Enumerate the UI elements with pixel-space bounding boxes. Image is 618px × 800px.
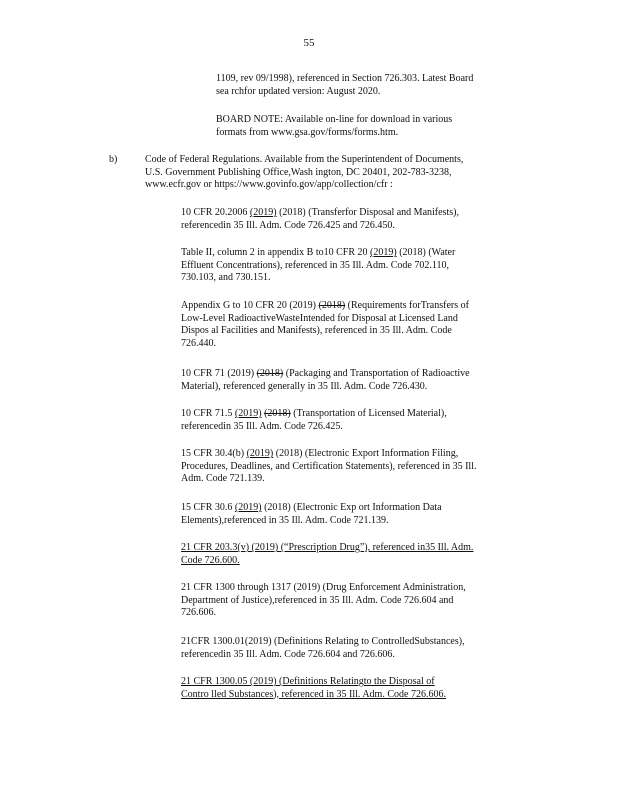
entry-text: (Packaging and Transportation of Radioactive bbox=[283, 368, 470, 379]
text-line: www.ecfr.gov or https://www.govinfo.gov/app/collection/cfr : bbox=[145, 179, 393, 191]
cfr-entry bbox=[181, 448, 538, 486]
inserted-text: (2019) bbox=[370, 247, 397, 258]
entry-text: (2018) (Electronic Exp ort Information Data bbox=[261, 502, 442, 513]
text-line: Procedures, Deadlines, and Certification Statements), referenced in 35 Ill. bbox=[181, 460, 477, 472]
list-marker: b) bbox=[109, 154, 118, 165]
entry-text: (2018) (Transferfor Disposal and Manifests), bbox=[276, 207, 459, 218]
inserted-text: (2019) bbox=[234, 502, 262, 513]
inserted-text: (2019) bbox=[249, 207, 277, 218]
text-line: Contro lled Substances), referenced in 35 Ill. Adm. Code 726.606. bbox=[181, 688, 446, 700]
entry-text: Table II, column 2 in appendix B to10 CFR 20 bbox=[181, 247, 371, 258]
cfr-entry bbox=[181, 542, 538, 567]
text-line: sea rchfor updated version: August 2020. bbox=[216, 85, 381, 97]
deleted-text: (2018) bbox=[318, 300, 346, 311]
text-line: Effluent Concentrations), referenced in 35 Ill. Adm. Code 702.110, bbox=[181, 259, 449, 271]
text-line: 21 CFR 1300.05 (2019) (Definitions Relatingto the Disposal of bbox=[181, 676, 435, 687]
continuation-paragraph bbox=[216, 73, 519, 98]
cfr-entry bbox=[181, 368, 517, 393]
text-line: Adm. Code 721.139. bbox=[181, 473, 265, 485]
text-line: referencedin 35 Ill. Adm. Code 726.604 and 726.606. bbox=[181, 648, 395, 660]
inserted-text: (2019) bbox=[234, 408, 262, 419]
cfr-entry bbox=[181, 207, 505, 232]
inserted-text: (2019) bbox=[246, 448, 274, 459]
cfr-entry bbox=[181, 502, 490, 527]
entry-text: (2018) (Electronic Export Information Filing, bbox=[273, 448, 459, 459]
cfr-entry bbox=[181, 300, 525, 350]
entry-text: (Transportation of Licensed Material), bbox=[290, 408, 447, 419]
cfr-entry bbox=[181, 582, 513, 620]
deleted-text: (2018) bbox=[256, 368, 284, 379]
text-line: referencedin 35 Ill. Adm. Code 726.425. bbox=[181, 420, 343, 432]
entry-text: 10 CFR 71 (2019) bbox=[181, 368, 257, 379]
text-line: Low-Level RadioactiveWasteIntended for Disposal at Licensed Land bbox=[181, 312, 458, 324]
cfr-entry bbox=[181, 676, 501, 701]
text-line: Code of Federal Regulations. Available from the Superintendent of Documents, bbox=[145, 154, 464, 165]
entry-text: Appendix G to 10 CFR 20 (2019) bbox=[181, 300, 319, 311]
text-line: U.S. Government Publishing Office,Wash ington, DC 20401, 202-783-3238, bbox=[145, 166, 452, 178]
text-line: Dispos al Facilities and Manifests), referenced in 35 Ill. Adm. Code bbox=[181, 325, 452, 337]
entry-text: (Requirements forTransfers of bbox=[345, 300, 469, 311]
text-line: 1109, rev 09/1998), referenced in Section 726.303. Latest Board bbox=[216, 73, 474, 84]
cfr-entry bbox=[181, 408, 491, 433]
text-line: Elements),referenced in 35 Ill. Adm. Code 721.139. bbox=[181, 514, 389, 526]
deleted-text: (2018) bbox=[264, 408, 291, 419]
board-note bbox=[216, 114, 502, 139]
entry-text: 10 CFR 71.5 bbox=[181, 408, 235, 419]
text-line: 726.440. bbox=[181, 337, 216, 349]
text-line: formats from www.gsa.gov/forms/forms.htm. bbox=[216, 126, 399, 138]
text-line: 21 CFR 203.3(v) (2019) (“Prescription Drug”), referenced in35 Ill. Adm. bbox=[181, 542, 474, 553]
text-line: 726.606. bbox=[181, 607, 216, 619]
text-line: 730.103, and 730.151. bbox=[181, 272, 271, 284]
text-line: Department of Justice),referenced in 35 Ill. Adm. Code 726.604 and bbox=[181, 594, 454, 606]
entry-text: (2018) (Water bbox=[396, 247, 456, 258]
cfr-entry bbox=[181, 636, 503, 661]
cfr-entry bbox=[181, 247, 506, 285]
text-line: 21 CFR 1300 through 1317 (2019) (Drug Enforcement Administration, bbox=[181, 582, 466, 593]
page-number: 55 bbox=[303, 37, 315, 49]
text-line: Code 726.600. bbox=[181, 554, 240, 566]
entry-text: 15 CFR 30.6 bbox=[181, 502, 235, 513]
entry-text: 15 CFR 30.4(b) bbox=[181, 448, 247, 459]
text-line: 21CFR 1300.01(2019) (Definitions Relating to ControlledSubstances), bbox=[181, 636, 465, 647]
text-line: Material), referenced generally in 35 Ill. Adm. Code 726.430. bbox=[181, 380, 428, 392]
text-line: referencedin 35 Ill. Adm. Code 726.425 and 726.450. bbox=[181, 219, 395, 231]
entry-text: 10 CFR 20.2006 bbox=[181, 207, 250, 218]
text-line: BOARD NOTE: Available on-line for download in various bbox=[216, 114, 453, 125]
cfr-paragraph bbox=[145, 154, 522, 192]
